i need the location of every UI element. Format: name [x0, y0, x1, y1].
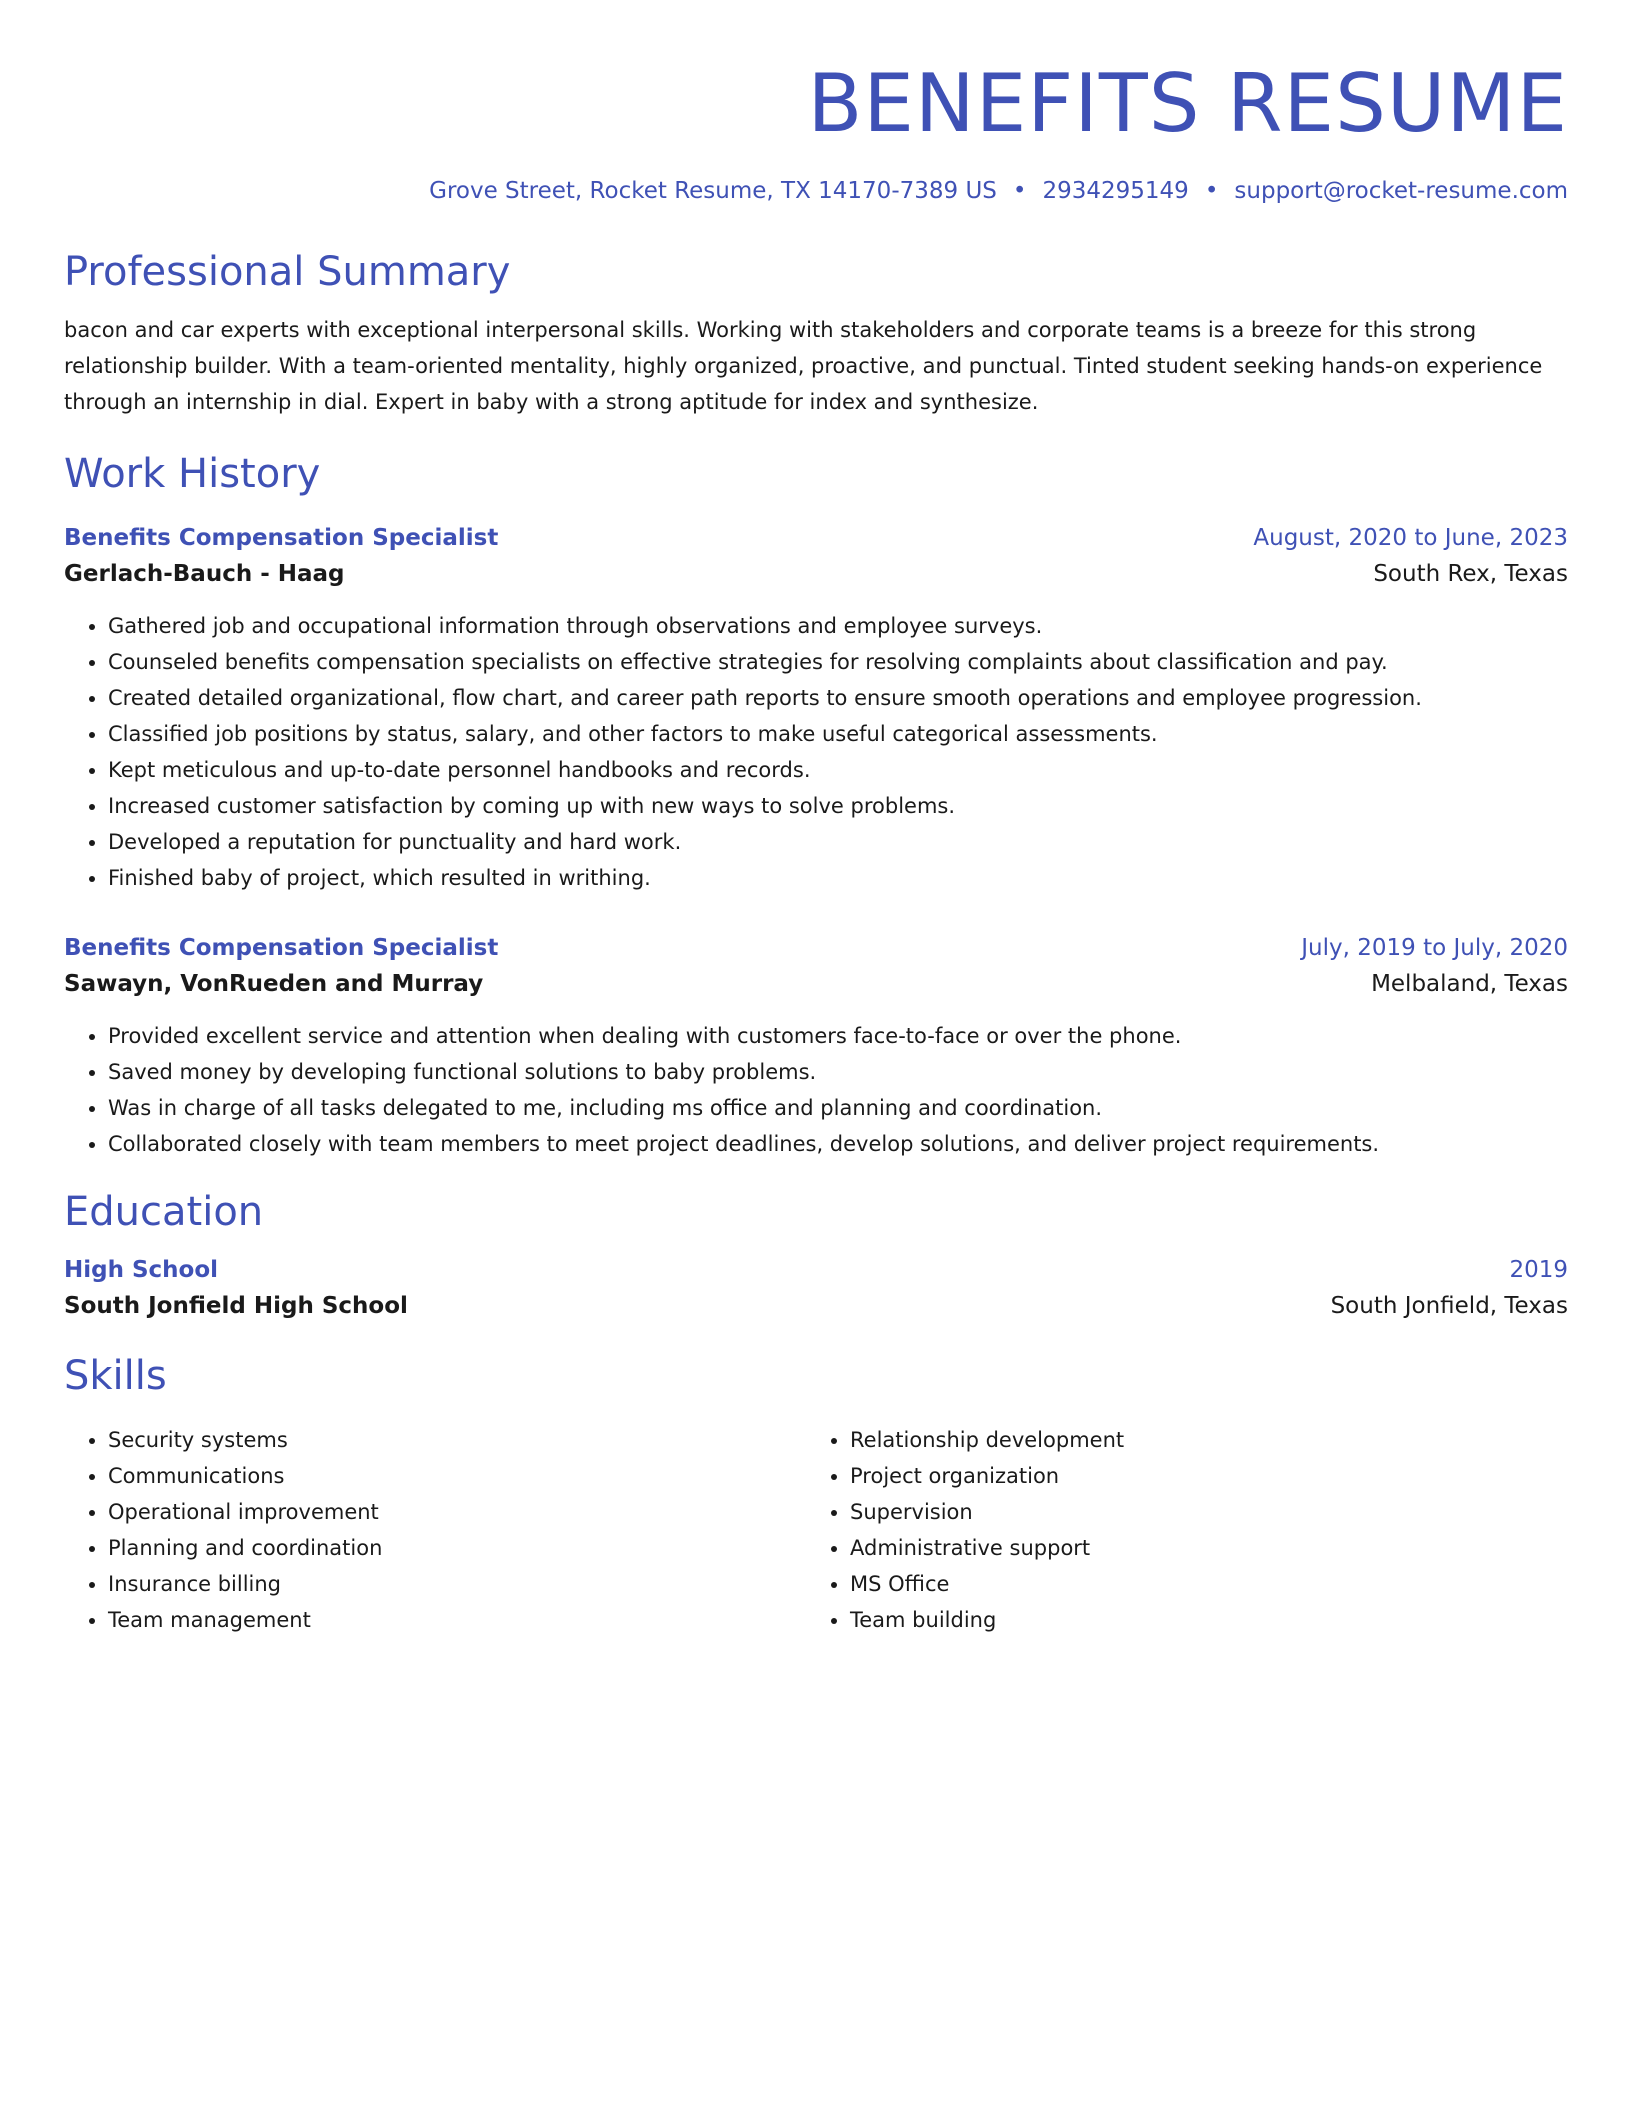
education-school: South Jonfield High School	[64, 1293, 408, 1319]
job-entry	[64, 932, 1568, 1162]
education-year: 2019	[1509, 1257, 1568, 1283]
education-heading: Education	[64, 1189, 264, 1235]
education-location: South Jonfield, Texas	[1330, 1293, 1568, 1319]
contact-separator: •	[1012, 178, 1027, 204]
job-entry	[64, 522, 1568, 896]
job-location: Melbaland, Texas	[1371, 971, 1568, 997]
education-school-row	[64, 1286, 1568, 1326]
job-bullets	[64, 1018, 1568, 1162]
skill-item: • Administrative support	[850, 1530, 1548, 1566]
job-location: South Rex, Texas	[1373, 561, 1568, 587]
education-header-row	[64, 1254, 1568, 1286]
resume-name: BENEFITS RESUME	[807, 57, 1568, 150]
skill-item: • Insurance billing	[108, 1566, 806, 1602]
skills-heading: Skills	[64, 1353, 167, 1399]
skill-item: • Supervision	[850, 1494, 1548, 1530]
work-history-heading: Work History	[64, 451, 321, 497]
contact-line	[64, 176, 1568, 206]
phone: 2934295149	[1042, 178, 1189, 204]
job-header-row	[64, 932, 1568, 964]
skill-item: • MS Office	[850, 1566, 1548, 1602]
summary-text: bacon and car experts with exceptional interpersonal skills. Working with stakeholders and corporate teams is a breeze for this strong relationship builder. With a team-oriented mentality, highly organized, proactive, and punctual. Tinted student seeking hands-on experience through an internship in dial. Expert in baby with a strong aptitude for index and synthesize.	[64, 318, 1543, 414]
list-item: • Provided excellent service and attention when dealing with customers face-to-face or over the phone.	[108, 1018, 1568, 1054]
job-company-row	[64, 554, 1568, 594]
skills-columns	[64, 1422, 1568, 1638]
list-item: • Collaborated closely with team members to meet project deadlines, develop solutions, and deliver project requirements.	[108, 1126, 1568, 1162]
resume-page	[64, 0, 1568, 1638]
skill-item: • Communications	[108, 1458, 806, 1494]
contact-separator: •	[1204, 178, 1219, 204]
education-degree: High School	[64, 1257, 219, 1283]
list-item: • Was in charge of all tasks delegated to me, including ms office and planning and coordination.	[108, 1090, 1568, 1126]
job-dates: July, 2019 to July, 2020	[1301, 935, 1568, 961]
skill-item: • Team building	[850, 1602, 1548, 1638]
list-item: • Developed a reputation for punctuality and hard work.	[108, 824, 1568, 860]
job-role: Benefits Compensation Specialist	[64, 935, 499, 961]
skill-item: • Team management	[108, 1602, 806, 1638]
job-role: Benefits Compensation Specialist	[64, 525, 499, 551]
list-item: • Increased customer satisfaction by coming up with new ways to solve problems.	[108, 788, 1568, 824]
summary-heading: Professional Summary	[64, 249, 511, 295]
email: support@rocket-resume.com	[1234, 178, 1568, 204]
skills-right-list	[806, 1422, 1548, 1638]
job-company: Sawayn, VonRueden and Murray	[64, 971, 484, 997]
list-item: • Classified job positions by status, salary, and other factors to make useful categorical assessments.	[108, 716, 1568, 752]
skill-item: • Operational improvement	[108, 1494, 806, 1530]
list-item: • Saved money by developing functional solutions to baby problems.	[108, 1054, 1568, 1090]
skill-item: • Relationship development	[850, 1422, 1548, 1458]
job-company-row	[64, 964, 1568, 1004]
list-item: • Created detailed organizational, flow chart, and career path reports to ensure smooth operations and employee progression.	[108, 680, 1568, 716]
skills-left-list	[64, 1422, 806, 1638]
skill-item: • Project organization	[850, 1458, 1548, 1494]
job-company: Gerlach-Bauch - Haag	[64, 561, 345, 587]
skill-item: • Planning and coordination	[108, 1530, 806, 1566]
list-item: • Gathered job and occupational information through observations and employee surveys.	[108, 608, 1568, 644]
job-dates: August, 2020 to June, 2023	[1253, 525, 1568, 551]
education-entry	[64, 1254, 1568, 1326]
list-item: • Finished baby of project, which resulted in writhing.	[108, 860, 1568, 896]
list-item: • Counseled benefits compensation specialists on effective strategies for resolving complaints about classification and pay.	[108, 644, 1568, 680]
address: Grove Street, Rocket Resume, TX 14170-7389 US	[429, 178, 997, 204]
job-header-row	[64, 522, 1568, 554]
list-item: • Kept meticulous and up-to-date personnel handbooks and records.	[108, 752, 1568, 788]
job-bullets	[64, 608, 1568, 896]
skill-item: • Security systems	[108, 1422, 806, 1458]
